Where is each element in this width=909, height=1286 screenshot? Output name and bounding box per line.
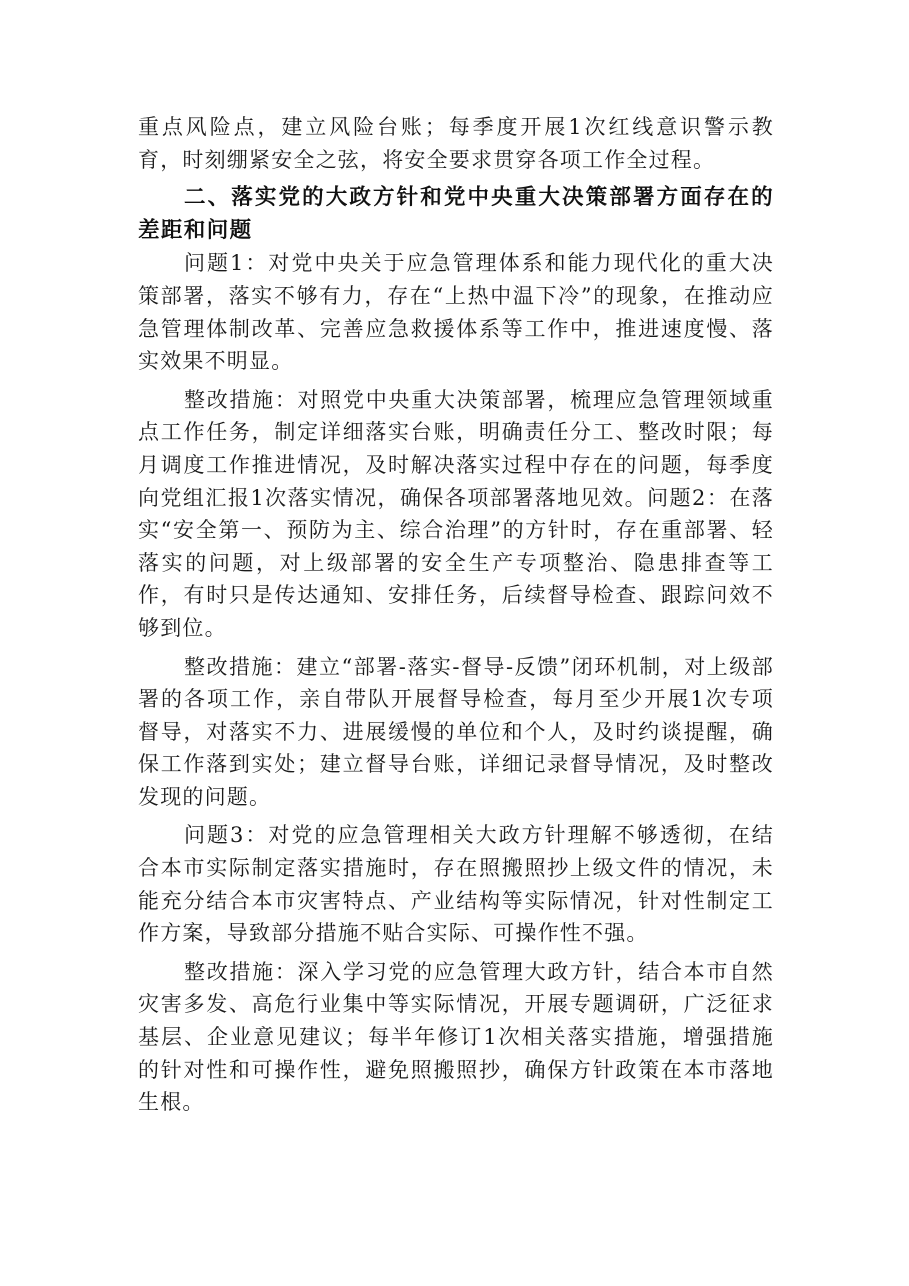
paragraph-problem-3: 问题3：对党的应急管理相关大政方针理解不够透彻，在结合本市实际制定落实措施时，存在照搬照抄上级文件的情况，未能充分结合本市灾害特点、产业结构等实际情况，针对性制定工作方案，导致部分措施不贴合实际、可操作性不强。 bbox=[138, 823, 774, 946]
paragraph-measure-1: 整改措施：对照党中央重大决策部署，梳理应急管理领域重点工作任务，制定详细落实台账，明确责任分工、整改时限；每月调度工作推进情况，及时解决落实过程中存在的问题，每季度向党组汇报1次落实情况，确保各项部署落地见效。问题2：在落实“安全第一、预防为主、综合治理”的方针时，存在重部署、轻落实的问题，对上级部署的安全生产专项整治、隐患排查等工作，有时只是传达通知、安排任务，后续督导检查、跟踪问效不够到位。 bbox=[138, 387, 774, 640]
paragraph-problem-1: 问题1：对党中央关于应急管理体系和能力现代化的重大决策部署，落实不够有力，存在“上热中温下冷”的现象，在推动应急管理体制改革、完善应急救援体系等工作中，推进速度慢、落实效果不明显。 bbox=[138, 251, 774, 374]
document-body bbox=[138, 111, 774, 1125]
paragraph-measure-2: 整改措施：建立“部署-落实-督导-反馈”闭环机制，对上级部署的各项工作，亲自带队开展督导检查，每月至少开展1次专项督导，对落实不力、进展缓慢的单位和个人，及时约谈提醒，确保工作落到实处；建立督导台账，详细记录督导情况，及时整改发现的问题。 bbox=[138, 654, 774, 809]
paragraph-measure-3: 整改措施：深入学习党的应急管理大政方针，结合本市自然灾害多发、高危行业集中等实际情况，开展专题调研，广泛征求基层、企业意见建议；每半年修订1次相关落实措施，增强措施的针对性和可操作性，避免照搬照抄，确保方针政策在本市落地生根。 bbox=[138, 959, 774, 1115]
paragraph-continued: 重点风险点，建立风险台账；每季度开展1次红线意识警示教育，时刻绷紧安全之弦，将安全要求贯穿各项工作全过程。 bbox=[138, 115, 774, 172]
section-heading: 二、落实党的大政方针和党中央重大决策部署方面存在的差距和问题 bbox=[138, 185, 774, 243]
